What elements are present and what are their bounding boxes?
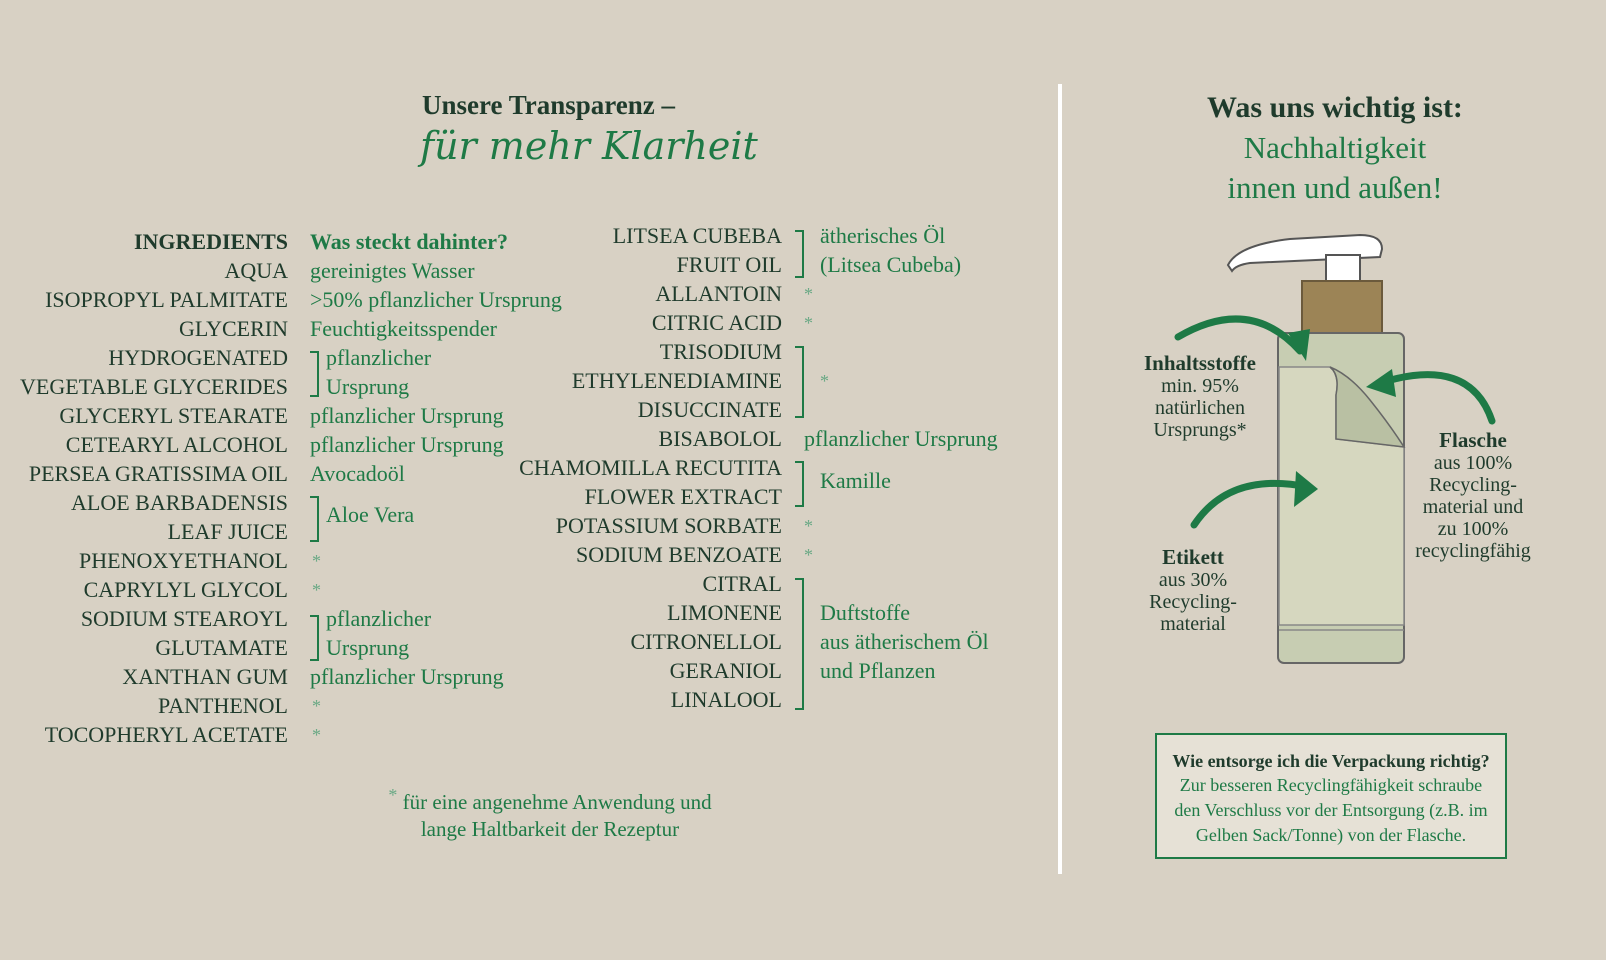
ingredient-name: GLUTAMATE	[155, 635, 288, 660]
ingredient-description: Duftstoffe	[820, 600, 911, 625]
ingredient-name: LINALOOL	[670, 687, 782, 712]
asterisk-marker: *	[312, 725, 321, 745]
ingredient-name: TOCOPHERYL ACETATE	[44, 722, 288, 747]
ingredient-description: pflanzlicher	[326, 345, 432, 370]
disposal-info-box	[1155, 733, 1507, 859]
label-inhaltsstoffe-l1: min. 95%	[1161, 375, 1239, 397]
footnote-line2: lange Haltbarkeit der Rezeptur	[420, 817, 680, 841]
ingredient-name: LEAF JUICE	[167, 519, 288, 544]
left-subtitle: für mehr Klarheit	[420, 124, 758, 168]
ingredient-name: HYDROGENATED	[108, 345, 288, 370]
right-title-block	[1130, 88, 1540, 208]
ingredient-name: ISOPROPYL PALMITATE	[45, 287, 288, 312]
label-etikett	[1130, 546, 1256, 635]
asterisk-marker: *	[820, 371, 829, 391]
ingredient-name: DISUCCINATE	[637, 397, 782, 422]
ingredient-name: POTASSIUM SORBATE	[555, 513, 782, 538]
label-inhaltsstoffe-l2: natürlichen	[1155, 397, 1245, 419]
ingredient-name: CITRIC ACID	[651, 310, 782, 335]
bracket	[795, 578, 804, 710]
label-flasche-l2: Recycling-	[1429, 474, 1517, 496]
ingredient-name: CITRONELLOL	[630, 629, 782, 654]
ingredient-name: FLOWER EXTRACT	[584, 484, 782, 509]
ingredient-description: (Litsea Cubeba)	[820, 252, 962, 277]
ingredient-description: pflanzlicher Ursprung	[310, 664, 504, 689]
ingredient-name: CAPRYLYL GLYCOL	[83, 577, 288, 602]
right-subtitle-2: innen und außen!	[1227, 170, 1443, 205]
label-flasche-l1: aus 100%	[1433, 452, 1513, 474]
bracket	[795, 230, 804, 278]
ingredient-description: und Pflanzen	[820, 658, 936, 683]
label-flasche-l4: zu 100%	[1437, 518, 1509, 540]
ingredient-description: pflanzlicher Ursprung	[804, 426, 998, 451]
ingredient-name: GLYCERYL STEARATE	[59, 403, 288, 428]
label-inhaltsstoffe-l3: Ursprungs*	[1153, 419, 1247, 441]
ingredient-name: LIMONENE	[667, 600, 782, 625]
ingredient-name: PHENOXYETHANOL	[79, 548, 288, 573]
asterisk-marker: *	[804, 284, 813, 304]
ingredient-name: CETEARYL ALCOHOL	[65, 432, 288, 457]
section-divider	[1058, 84, 1062, 874]
asterisk-marker: *	[804, 516, 813, 536]
ingredient-name: LITSEA CUBEBA	[612, 223, 782, 248]
infobox-line3: Gelben Sack/Tonne) von der Flasche.	[1195, 825, 1467, 845]
label-inhaltsstoffe	[1135, 352, 1265, 441]
ingredient-name: GERANIOL	[669, 658, 782, 683]
ingredient-description: Feuchtigkeitsspender	[310, 316, 497, 341]
ingredient-name: BISABOLOL	[658, 426, 782, 451]
ingredient-name: ETHYLENEDIAMINE	[571, 368, 782, 393]
ingredient-name: VEGETABLE GLYCERIDES	[20, 374, 288, 399]
ingredient-name: AQUA	[224, 258, 288, 283]
pump-stem	[1326, 255, 1360, 283]
label-flasche-title: Flasche	[1439, 428, 1507, 452]
footnote-asterisk: *	[388, 785, 398, 805]
ingredient-name: TRISODIUM	[659, 339, 782, 364]
bracket	[795, 461, 804, 507]
infobox-line1: Zur besseren Recyclingfähigkeit schraube	[1179, 775, 1483, 795]
ingredient-description: Avocadoöl	[310, 461, 405, 486]
asterisk-marker: *	[312, 551, 321, 571]
ingredient-name: SODIUM STEAROYL	[80, 606, 288, 631]
ingredient-description: ätherisches Öl	[820, 223, 946, 248]
label-etikett-title: Etikett	[1162, 545, 1224, 569]
right-subtitle-1: Nachhaltigkeit	[1243, 130, 1427, 165]
bracket	[310, 351, 319, 397]
infobox-title: Wie entsorge ich die Verpackung richtig?	[1172, 751, 1490, 771]
ingredient-description: Ursprung	[326, 635, 410, 660]
left-title: Unsere Transparenz –	[422, 90, 676, 120]
ingredient-name: XANTHAN GUM	[122, 664, 288, 689]
label-flasche	[1400, 429, 1546, 562]
bottle-cap	[1302, 281, 1382, 333]
ingredient-description: pflanzlicher Ursprung	[310, 432, 504, 457]
bracket	[310, 615, 319, 661]
asterisk-marker: *	[804, 545, 813, 565]
label-flasche-l5: recyclingfähig	[1415, 540, 1531, 562]
ingredient-name: ALOE BARBADENSIS	[71, 490, 288, 515]
ingredient-description: pflanzlicher Ursprung	[310, 403, 504, 428]
label-etikett-l1: aus 30%	[1158, 569, 1228, 591]
ingredient-name: FRUIT OIL	[676, 252, 782, 277]
asterisk-marker: *	[804, 313, 813, 333]
description-header: Was steckt dahinter?	[310, 229, 508, 254]
footnote-line1: für eine angenehme Anwendung und	[402, 790, 712, 814]
ingredient-name: SODIUM BENZOATE	[576, 542, 782, 567]
ingredients-header: INGREDIENTS	[133, 229, 288, 254]
asterisk-marker: *	[312, 580, 321, 600]
ingredient-description: pflanzlicher	[326, 606, 432, 631]
bracket	[310, 496, 319, 542]
ingredient-name: PANTHENOL	[158, 693, 288, 718]
infobox-line2: den Verschluss vor der Entsorgung (z.B. im	[1174, 800, 1488, 820]
ingredient-name: PERSEA GRATISSIMA OIL	[28, 461, 288, 486]
ingredient-name: CITRAL	[702, 571, 782, 596]
aloe-description: Aloe Vera	[326, 502, 415, 527]
ingredient-name: CHAMOMILLA RECUTITA	[519, 455, 782, 480]
right-title: Was uns wichtig ist:	[1207, 91, 1463, 124]
label-inhaltsstoffe-title: Inhaltsstoffe	[1143, 351, 1256, 375]
ingredient-description: >50% pflanzlicher Ursprung	[310, 287, 562, 312]
label-etikett-l2: Recycling-	[1149, 591, 1237, 613]
ingredient-name: GLYCERIN	[178, 316, 288, 341]
ingredient-description: Ursprung	[326, 374, 410, 399]
label-flasche-l3: material und	[1422, 496, 1524, 518]
asterisk-marker: *	[312, 696, 321, 716]
ingredient-name: ALLANTOIN	[655, 281, 782, 306]
bracket	[795, 346, 804, 418]
kamille-description: Kamille	[820, 468, 891, 493]
label-etikett-l3: material	[1160, 613, 1226, 635]
ingredient-description: aus ätherischem Öl	[820, 629, 989, 654]
ingredient-description: gereinigtes Wasser	[310, 258, 475, 283]
footnote	[300, 782, 800, 843]
